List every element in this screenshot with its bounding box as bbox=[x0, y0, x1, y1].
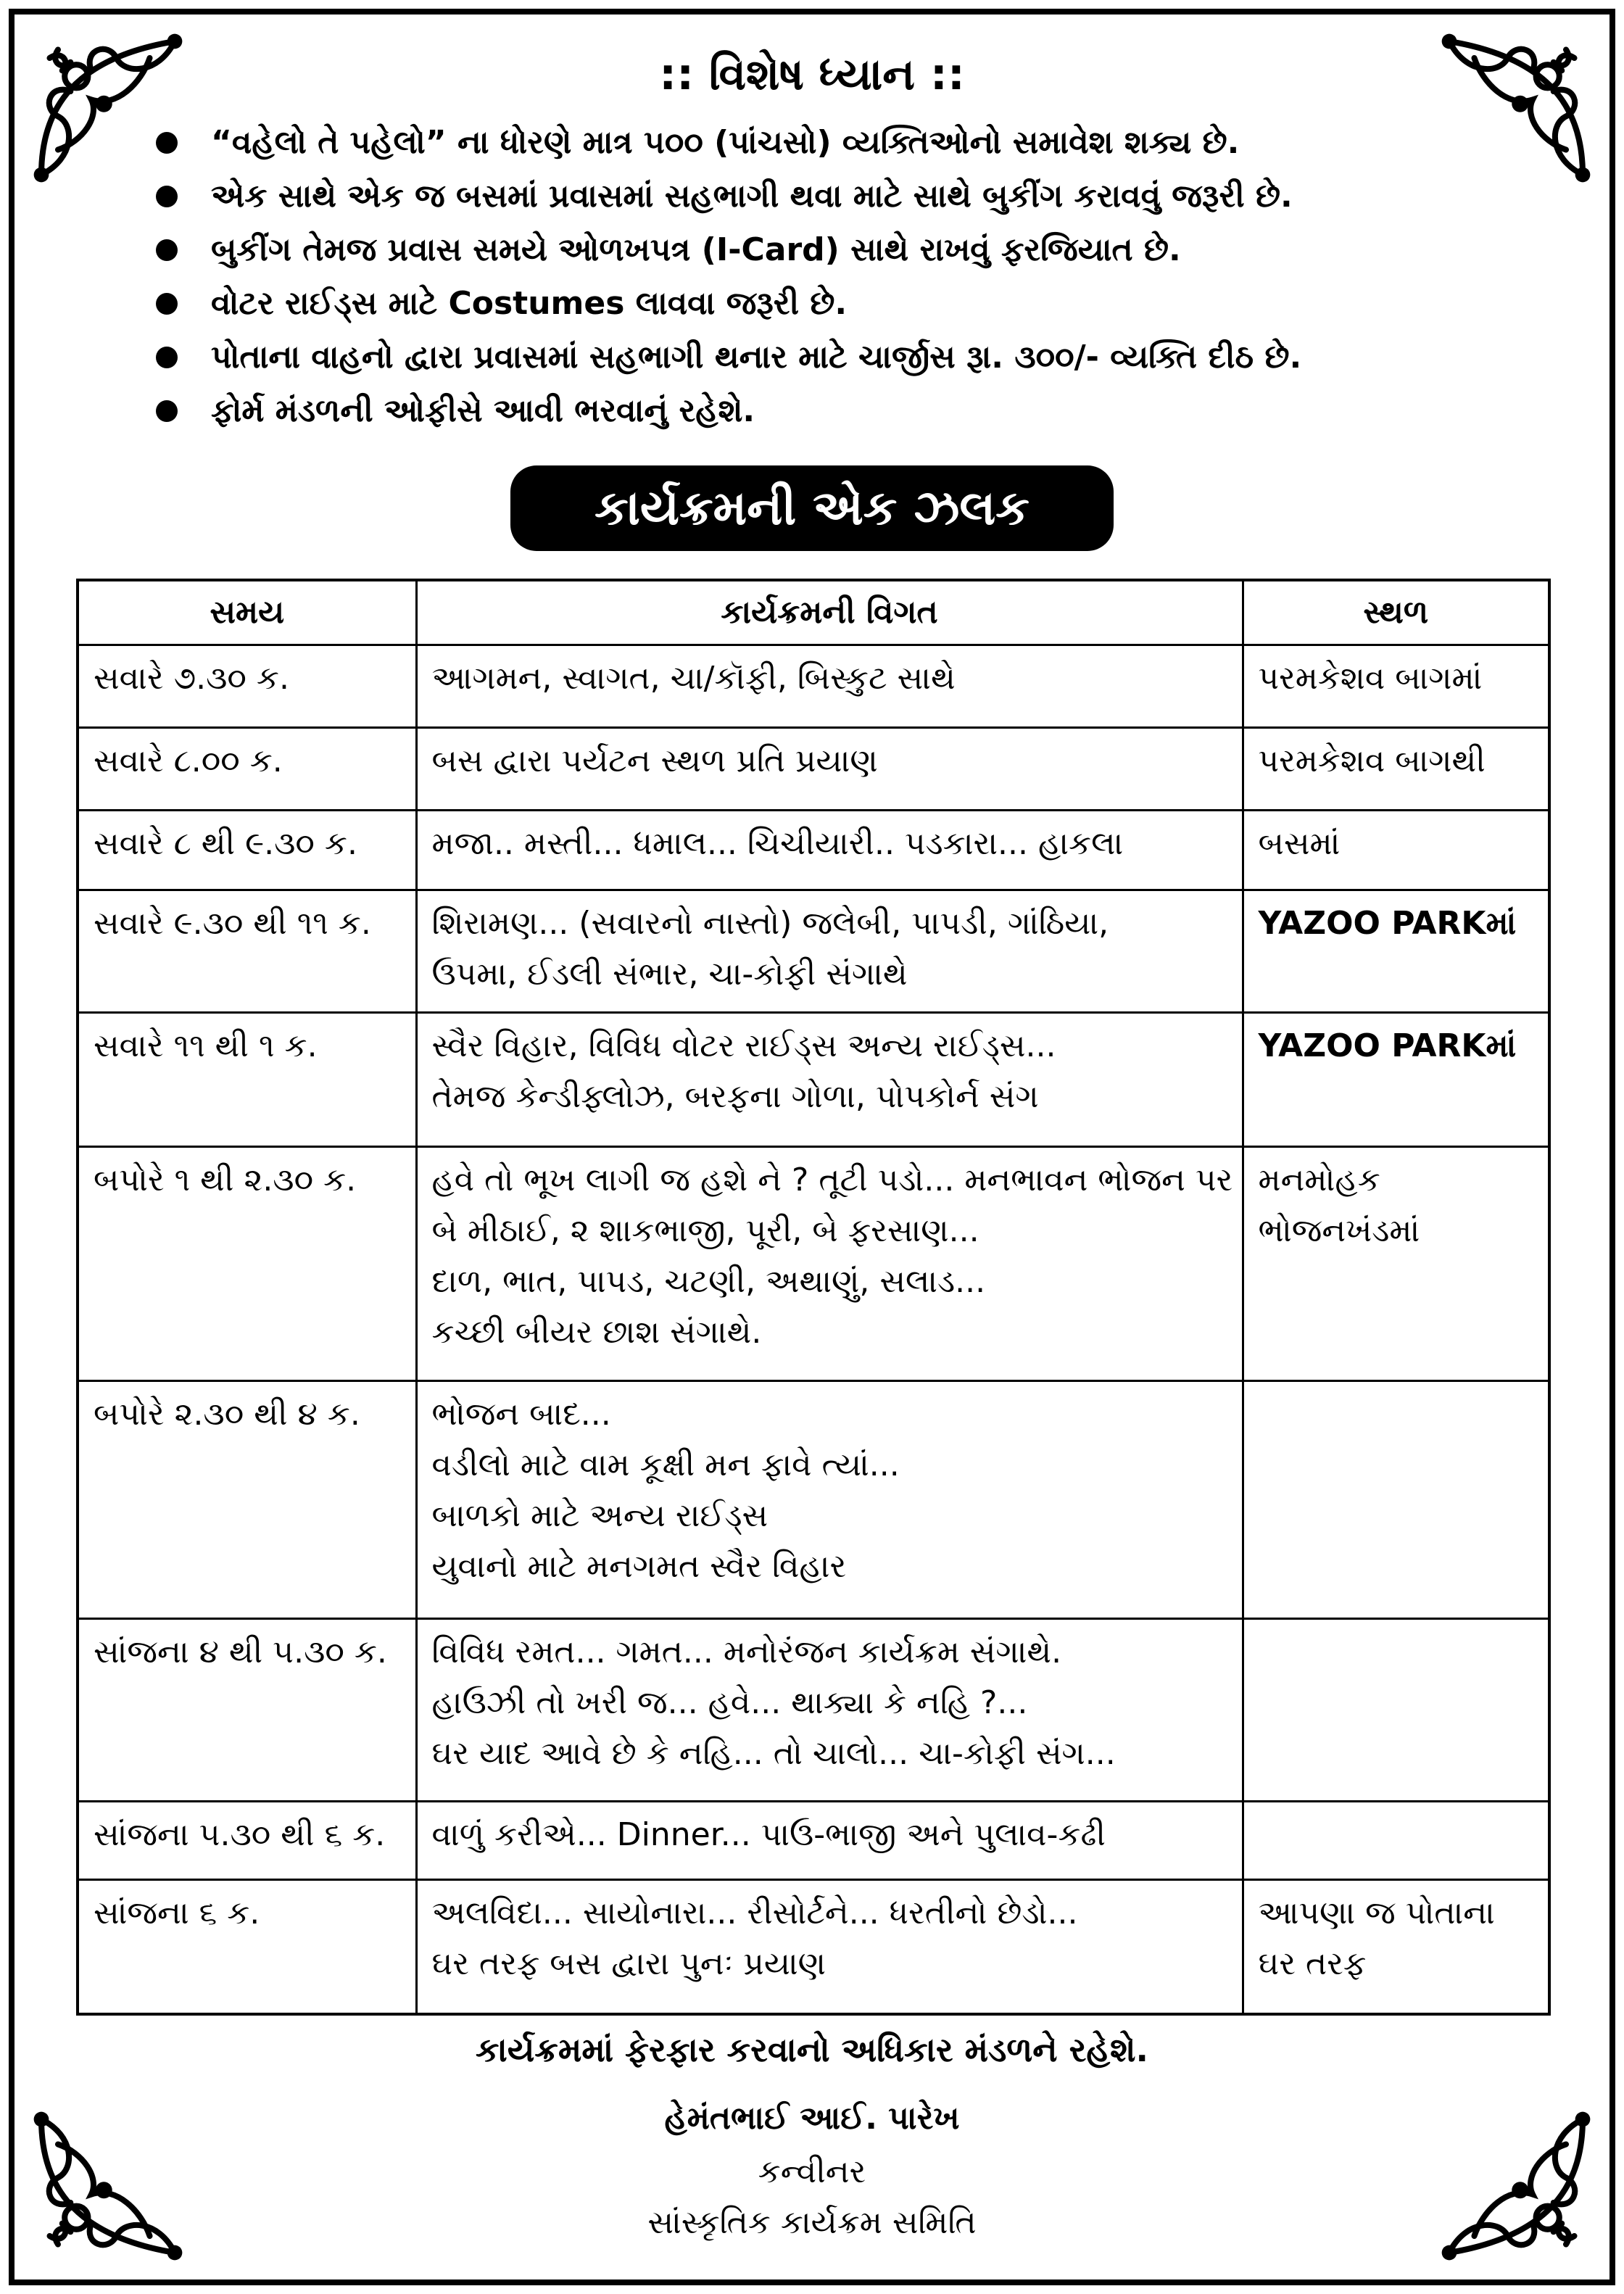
table-row bbox=[78, 810, 1549, 890]
details-line: વિવિધ રમત... ગમત... મનોરંજન કાર્યક્રમ સંગાથે. bbox=[431, 1633, 1062, 1671]
details-line: બાળકો માટે અન્ય રાઈડ્સ bbox=[431, 1497, 768, 1535]
notice-list bbox=[156, 116, 1504, 438]
time-cell: સવારે ૮.૦૦ ક. bbox=[78, 727, 416, 810]
details-line: ઘર યાદ આવે છે કે નહિ... તો ચાલો... ચા-કોફી સંગ... bbox=[431, 1735, 1116, 1773]
place-cell bbox=[1243, 1012, 1549, 1146]
header-time: સમય bbox=[78, 580, 416, 645]
place-cell bbox=[1243, 727, 1549, 810]
bullet-icon bbox=[156, 239, 178, 261]
details-line: હાઉઝી તો ખરી જ... હવે... થાક્યા કે નહિ ?... bbox=[431, 1684, 1028, 1722]
details-line: બે મીઠાઈ, ૨ શાકભાજી, પૂરી, બે ફરસાણ... bbox=[431, 1212, 979, 1249]
notice-item bbox=[156, 384, 1504, 438]
details-line: દાળ, ભાત, પાપડ, ચટણી, અથાણું, સલાડ... bbox=[431, 1262, 986, 1300]
details-line: વડીલો માટે વામ કૂક્ષી મન ફાવે ત્યાં... bbox=[431, 1446, 900, 1484]
details-line: ભોજન બાદ... bbox=[431, 1396, 611, 1433]
notice-item bbox=[156, 331, 1504, 384]
schedule-table bbox=[76, 579, 1551, 2016]
place-line: બસમાં bbox=[1258, 824, 1341, 862]
time-cell: સવારે ૯.૩૦ થી ૧૧ ક. bbox=[78, 890, 416, 1012]
signatory-committee: સાંસ્કૃતિક કાર્યક્રમ સમિતિ bbox=[647, 2204, 977, 2241]
time-cell: સવારે ૮ થી ૯.૩૦ ક. bbox=[78, 810, 416, 890]
details-cell bbox=[416, 1146, 1243, 1381]
bullet-icon bbox=[156, 347, 178, 368]
details-line: ઉપમા, ઈડલી સંભાર, ચા-કોફી સંગાથે bbox=[431, 955, 908, 993]
notice-item-text: ફોર્મ મંડળની ઓફીસે આવી ભરવાનું રહેશે. bbox=[211, 392, 755, 429]
place-cell bbox=[1243, 1619, 1549, 1802]
details-line: હવે તો ભૂખ લાગી જ હશે ને ? તૂટી પડો... મનભાવન ભોજન પર bbox=[431, 1161, 1233, 1198]
table-row bbox=[78, 1146, 1549, 1381]
signatory-name: હેમંતભાઈ આઈ. પારેખ bbox=[664, 2100, 960, 2137]
details-cell bbox=[416, 890, 1243, 1012]
header-place: સ્થળ bbox=[1243, 580, 1549, 645]
details-cell bbox=[416, 645, 1243, 728]
time-cell: બપોરે ૧ થી ૨.૩૦ ક. bbox=[78, 1146, 416, 1381]
table-row bbox=[78, 890, 1549, 1012]
bullet-icon bbox=[156, 132, 178, 154]
notice-item-text: “વહેલો તે પહેલો” ના ધોરણે માત્ર ૫૦૦ (પાંચસો) વ્યક્તિઓનો સમાવેશ શક્ય છે. bbox=[211, 124, 1240, 161]
time-cell: સાંજના ૫.૩૦ થી ૬ ક. bbox=[78, 1802, 416, 1880]
table-row bbox=[78, 645, 1549, 728]
time-cell: સાંજના ૬ ક. bbox=[78, 1880, 416, 2014]
place-cell bbox=[1243, 890, 1549, 1012]
table-row bbox=[78, 1619, 1549, 1802]
details-cell bbox=[416, 1619, 1243, 1802]
time-cell: બપોરે ૨.૩૦ થી ૪ ક. bbox=[78, 1381, 416, 1619]
footer-note: કાર્યક્રમમાં ફેરફાર કરવાનો અધિકાર મંડળને રહેશે. bbox=[475, 2030, 1149, 2069]
program-banner: કાર્યક્રમની એક ઝલક bbox=[510, 465, 1114, 551]
notice-item bbox=[156, 116, 1504, 170]
details-line: બસ દ્વારા પર્યટન સ્થળ પ્રતિ પ્રયાણ bbox=[431, 742, 878, 779]
place-line: YAZOO PARKમાં bbox=[1258, 1027, 1517, 1064]
notice-item bbox=[156, 223, 1504, 277]
notice-item bbox=[156, 170, 1504, 223]
place-line: પરમકેશવ બાગમાં bbox=[1258, 660, 1483, 697]
place-line: ઘર તરફ bbox=[1258, 1945, 1367, 1983]
signatory-role: કન્વીનર bbox=[758, 2153, 866, 2190]
details-cell bbox=[416, 1381, 1243, 1619]
details-line: આગમન, સ્વાગત, ચા/કૉફી, બિસ્કુટ સાથે bbox=[431, 660, 956, 697]
details-cell bbox=[416, 1880, 1243, 2014]
table-row bbox=[78, 727, 1549, 810]
details-line: યુવાનો માટે મનગમત સ્વૈર વિહાર bbox=[431, 1548, 847, 1586]
place-cell bbox=[1243, 1146, 1549, 1381]
details-line: તેમજ કેન્ડીફ્લોઝ, બરફના ગોળા, પોપકોર્ન સંગ bbox=[431, 1077, 1039, 1115]
place-line: YAZOO PARKમાં bbox=[1258, 904, 1517, 942]
notice-title: :: વિશેષ ધ્યાન :: bbox=[659, 49, 965, 100]
details-line: સ્વૈર વિહાર, વિવિધ વોટર રાઈડ્સ અન્ય રાઈડ્સ... bbox=[431, 1027, 1056, 1064]
details-line: વાળું કરીએ... Dinner... પાઉ-ભાજી અને પુલાવ-કઢી bbox=[431, 1816, 1106, 1854]
notice-item-text: એક સાથે એક જ બસમાં પ્રવાસમાં સહભાગી થવા માટે સાથે બુકીંગ કરાવવું જરૂરી છે. bbox=[211, 178, 1293, 215]
details-line: કચ્છી બીયર છાશ સંગાથે. bbox=[431, 1313, 762, 1351]
table-row bbox=[78, 1012, 1549, 1146]
details-cell bbox=[416, 1012, 1243, 1146]
place-line: ભોજનખંડમાં bbox=[1258, 1212, 1420, 1249]
place-line: આપણા જ પોતાના bbox=[1258, 1895, 1495, 1932]
bullet-icon bbox=[156, 186, 178, 207]
time-cell: સવારે ૧૧ થી ૧ ક. bbox=[78, 1012, 416, 1146]
notice-item-text: બુકીંગ તેમજ પ્રવાસ સમયે ઓળખપત્ર (I-Card) સાથે રાખવું ફરજિયાત છે. bbox=[211, 231, 1181, 268]
place-cell bbox=[1243, 645, 1549, 728]
table-row bbox=[78, 1381, 1549, 1619]
notice-item bbox=[156, 277, 1504, 331]
bullet-icon bbox=[156, 293, 178, 315]
details-line: અલવિદા... સાયોનારા... રીસોર્ટને... ધરતીનો છેડો... bbox=[431, 1895, 1078, 1932]
place-line: મનમોહક bbox=[1258, 1161, 1380, 1198]
place-cell bbox=[1243, 810, 1549, 890]
details-cell bbox=[416, 1802, 1243, 1880]
details-line: મજા.. મસ્તી... ધમાલ... ચિચીયારી.. પડકારા... હાકલા bbox=[431, 824, 1124, 862]
details-cell bbox=[416, 810, 1243, 890]
place-cell bbox=[1243, 1880, 1549, 2014]
notice-item-text: વોટર રાઈડ્સ માટે Costumes લાવવા જરૂરી છે. bbox=[211, 285, 848, 322]
table-header-row bbox=[78, 580, 1549, 645]
bullet-icon bbox=[156, 400, 178, 422]
header-details: કાર્યક્રમની વિગત bbox=[416, 580, 1243, 645]
notice-item-text: પોતાના વાહનો દ્વારા પ્રવાસમાં સહભાગી થનાર માટે ચાર્જીસ રૂા. ૩૦૦/- વ્યક્તિ દીઠ છે. bbox=[211, 339, 1302, 376]
place-cell bbox=[1243, 1802, 1549, 1880]
table-row bbox=[78, 1802, 1549, 1880]
details-line: ઘર તરફ બસ દ્વારા પુનઃ પ્રયાણ bbox=[431, 1945, 826, 1983]
table-row bbox=[78, 1880, 1549, 2014]
place-line: પરમકેશવ બાગથી bbox=[1258, 742, 1486, 779]
place-cell bbox=[1243, 1381, 1549, 1619]
time-cell: સાંજના ૪ થી ૫.૩૦ ક. bbox=[78, 1619, 416, 1802]
time-cell: સવારે ૭.૩૦ ક. bbox=[78, 645, 416, 728]
details-line: શિરામણ... (સવારનો નાસ્તો) જલેબી, પાપડી, ગાંઠિયા, bbox=[431, 904, 1109, 942]
details-cell bbox=[416, 727, 1243, 810]
